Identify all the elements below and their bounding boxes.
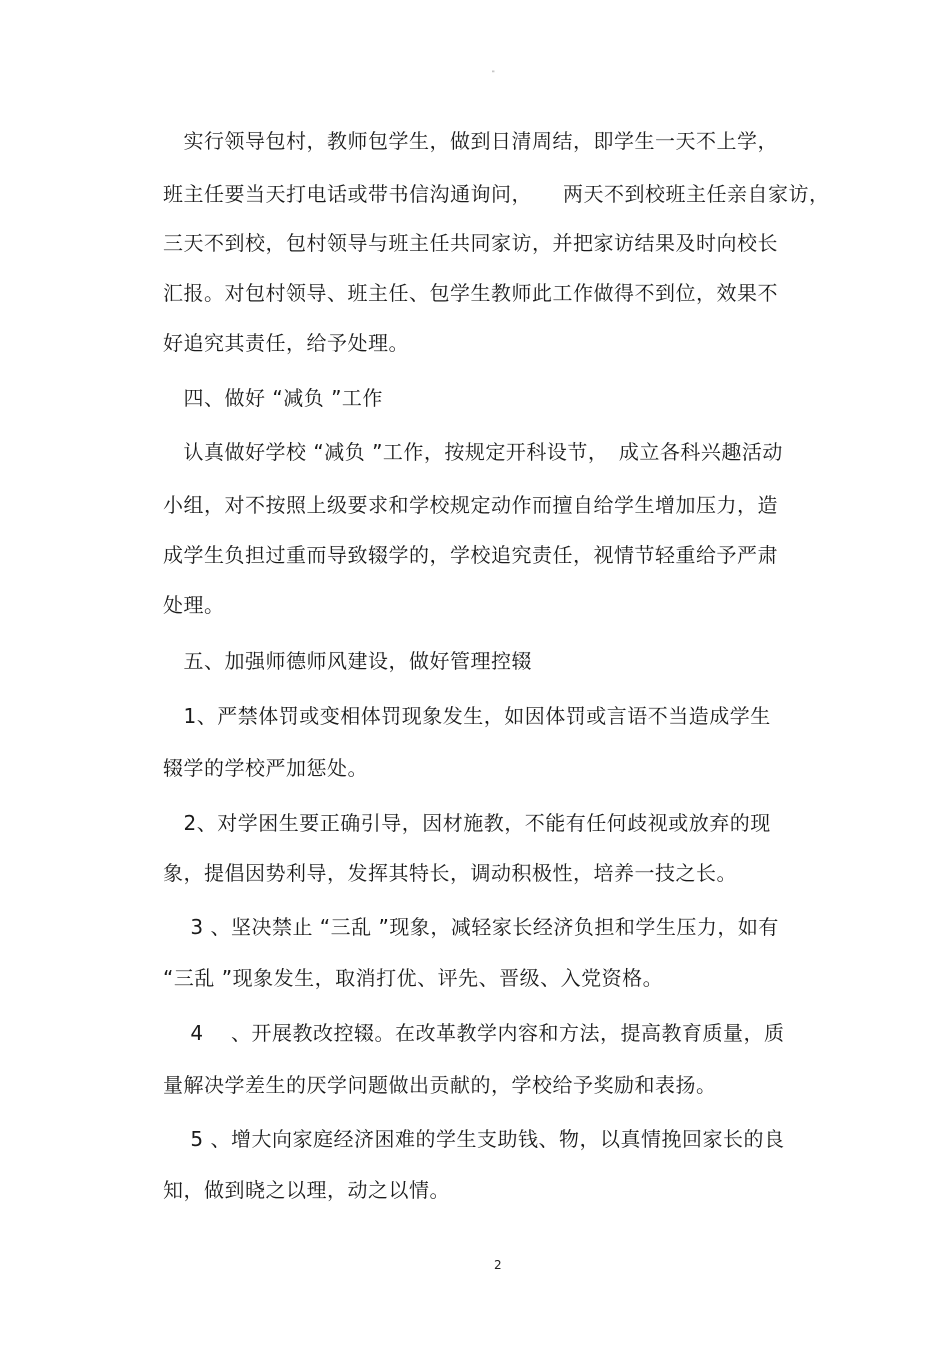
paragraph-line: “三乱 ”现象发生，取消打优、评先、晋级、入党资格。 (163, 966, 664, 990)
paragraph-line: 2、对学困生要正确引导，因材施教，不能有任何歧视或放弃的现 (163, 811, 771, 835)
paragraph-line: 班主任要当天打电话或带书信沟通询问， 两天不到校班主任亲自家访， (163, 182, 830, 206)
paragraph-line: 1、严禁体罚或变相体罚现象发生，如因体罚或言语不当造成学生 (163, 704, 771, 728)
section-heading: 四、做好 “减负 ”工作 (163, 386, 383, 410)
section-heading: 五、加强师德师风建设，做好管理控辍 (163, 649, 532, 673)
paragraph-line: 汇报。对包村领导、班主任、包学生教师此工作做得不到位，效果不 (163, 281, 778, 305)
paragraph-line: 3 、坚决禁止 “三乱 ”现象，减轻家长经济负担和学生压力，如有 (163, 915, 779, 939)
paragraph-line: 5 、增大向家庭经济困难的学生支助钱、物，以真情挽回家长的良 (163, 1127, 785, 1151)
paragraph-line: 好追究其责任，给予处理。 (163, 331, 409, 355)
paragraph-line: 三天不到校，包村领导与班主任共同家访，并把家访结果及时向校长 (163, 231, 778, 255)
paragraph-line: 成学生负担过重而导致辍学的，学校追究责任，视情节轻重给予严肃 (163, 543, 778, 567)
paragraph-line: 认真做好学校 “减负 ”工作，按规定开科设节， 成立各科兴趣活动 (163, 440, 783, 464)
paragraph-line: 象，提倡因势利导，发挥其特长，调动积极性，培养一技之长。 (163, 861, 737, 885)
paragraph-line: 4 、开展教改控辍。在改革教学内容和方法，提高教育质量，质 (163, 1021, 785, 1045)
paragraph-line: 处理。 (163, 593, 225, 617)
paragraph-line: 辍学的学校严加惩处。 (163, 756, 368, 780)
paragraph-line: 实行领导包村，教师包学生，做到日清周结，即学生一天不上学， (163, 129, 778, 153)
page-number: 2 (494, 1258, 502, 1272)
header-mark: " (492, 70, 495, 77)
paragraph-line: 小组，对不按照上级要求和学校规定动作而擅自给学生增加压力，造 (163, 493, 778, 517)
paragraph-line: 知，做到晓之以理，动之以情。 (163, 1178, 450, 1202)
paragraph-line: 量解决学差生的厌学问题做出贡献的，学校给予奖励和表扬。 (163, 1073, 717, 1097)
